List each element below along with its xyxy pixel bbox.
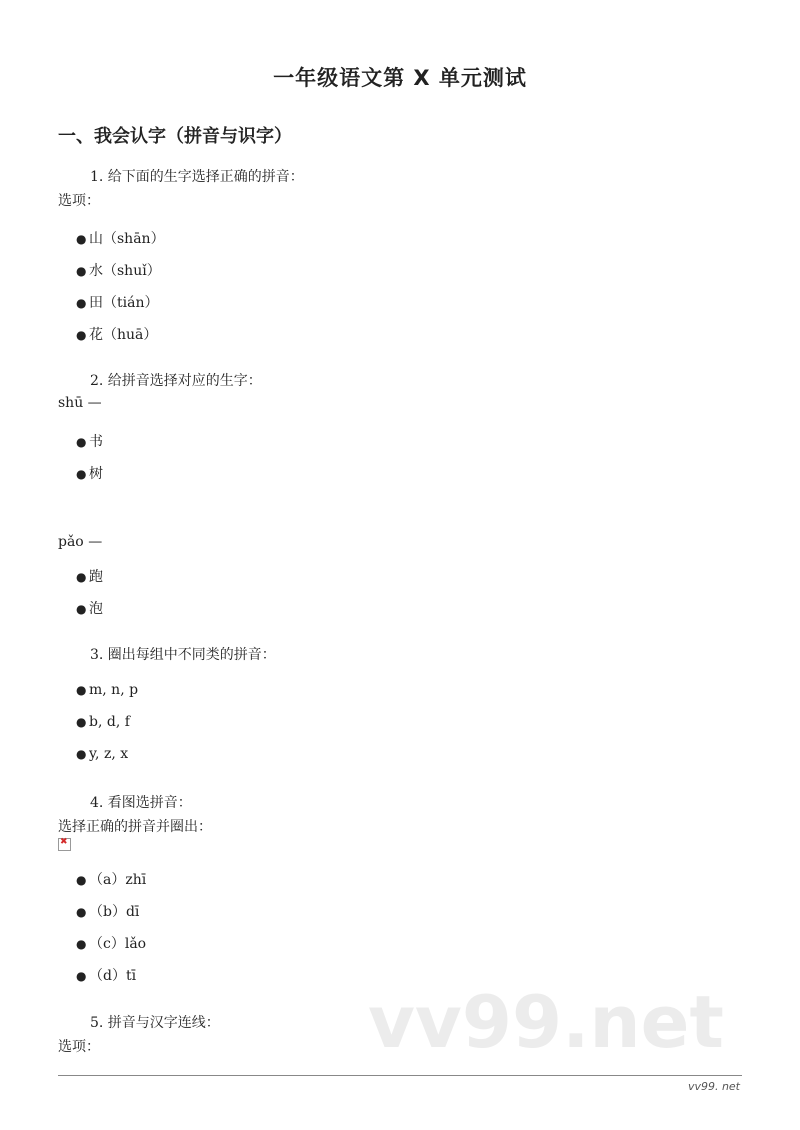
bullet-icon: ●	[76, 747, 87, 761]
bullet-icon: ●	[76, 467, 87, 481]
question-4-instruction: 选择正确的拼音并圈出：	[58, 819, 212, 835]
bullet-icon: ●	[76, 715, 87, 729]
list-item: ● （c）lǎo	[76, 936, 147, 952]
pinyin-label: shū —	[58, 395, 102, 411]
list-item: ● m, n, p	[76, 682, 139, 698]
bullet-icon: ●	[76, 232, 87, 246]
question-2-prompt: 2. 给拼音选择对应的生字：	[90, 373, 262, 389]
list-item: ● （b）dī	[76, 904, 140, 920]
question-3-prompt: 3. 圈出每组中不同类的拼音：	[90, 647, 276, 663]
footer-divider	[58, 1075, 742, 1076]
list-item: ● 山（shān）	[76, 231, 165, 247]
bullet-icon: ●	[76, 969, 87, 983]
list-item: ● 跑	[76, 569, 103, 585]
bullet-icon: ●	[76, 602, 87, 616]
bullet-icon: ●	[76, 296, 87, 310]
list-item: ● 花（huā）	[76, 327, 158, 343]
question-1-prompt: 1. 给下面的生字选择正确的拼音：	[90, 169, 304, 185]
broken-image-icon	[58, 838, 71, 851]
bullet-icon: ●	[76, 570, 87, 584]
watermark: vv99.net	[368, 980, 724, 1064]
bullet-icon: ●	[76, 905, 87, 919]
list-item: ● （a）zhī	[76, 872, 147, 888]
bullet-icon: ●	[76, 683, 87, 697]
list-item: ● y, z, x	[76, 746, 129, 762]
bullet-icon: ●	[76, 435, 87, 449]
list-item: ● 泡	[76, 601, 103, 617]
section-heading: 一、我会认字（拼音与识字）	[58, 126, 292, 147]
question-5-options-label: 选项：	[58, 1039, 100, 1055]
bullet-icon: ●	[76, 873, 87, 887]
pinyin-label: pǎo —	[58, 534, 103, 550]
list-item: ● 书	[76, 434, 103, 450]
bullet-icon: ●	[76, 264, 87, 278]
page-title: 一年级语文第 X 单元测试	[273, 66, 527, 90]
list-item: ● 田（tián）	[76, 295, 159, 311]
list-item: ● （d）tī	[76, 968, 137, 984]
list-item: ● b, d, f	[76, 714, 130, 730]
question-5-prompt: 5. 拼音与汉字连线：	[90, 1015, 220, 1031]
list-item: ● 水（shuǐ）	[76, 263, 161, 279]
bullet-icon: ●	[76, 937, 87, 951]
list-item: ● 树	[76, 466, 103, 482]
question-1-options-label: 选项：	[58, 193, 100, 209]
question-4-prompt: 4. 看图选拼音：	[90, 795, 192, 811]
footer-site-label: vv99. net	[687, 1080, 740, 1093]
bullet-icon: ●	[76, 328, 87, 342]
